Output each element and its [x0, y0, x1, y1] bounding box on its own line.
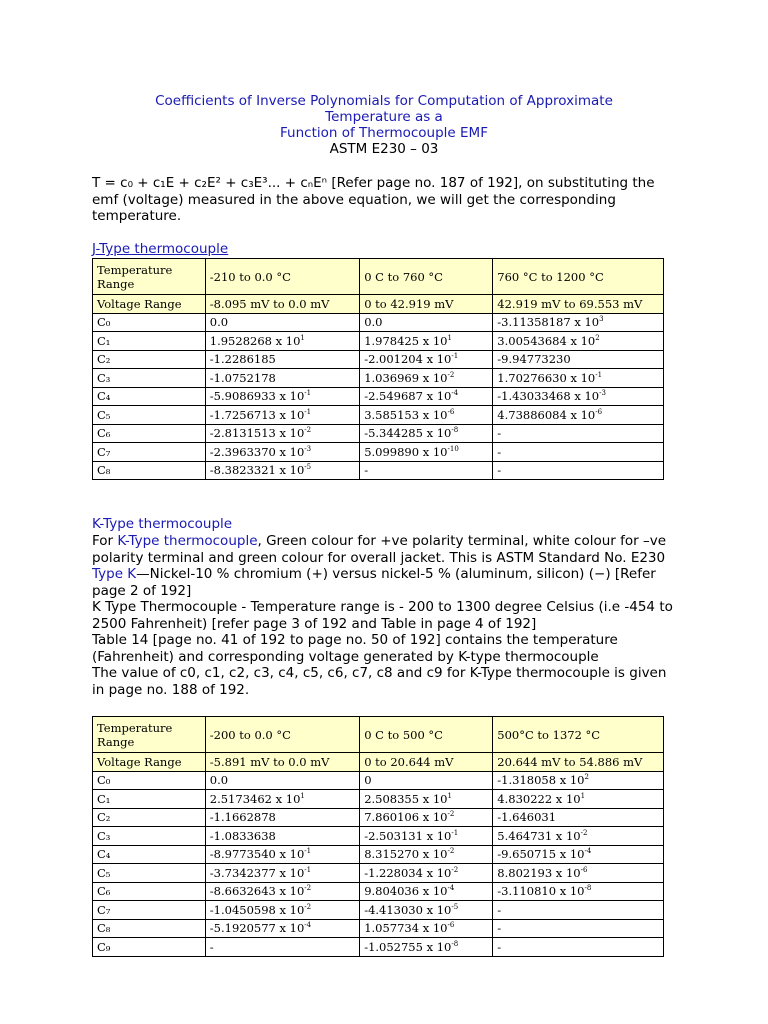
coefficient-value	[205, 406, 359, 425]
coefficient-exponent: -2	[447, 370, 455, 379]
coefficient-value	[493, 808, 664, 827]
coefficient-mantissa: 1.978425 x 10	[364, 333, 448, 348]
coefficient-label: C₈	[93, 461, 206, 480]
coefficient-mantissa: -1.43033468 x 10	[497, 389, 600, 404]
standard-reference: ASTM E230 – 03	[329, 141, 439, 157]
coefficient-value	[360, 424, 493, 443]
header-cell: Voltage Range	[93, 295, 206, 314]
header-cell: 0 C to 500 °C	[360, 717, 493, 753]
coefficient-exponent: -4	[584, 847, 592, 856]
para1-suffix: , Green colour for +ve polarity terminal, white colour for –ve polarity terminal and green colour for overall jacket. This is ASTM Standard No. E230	[92, 533, 667, 566]
coefficient-mantissa: -1.0450598 x 10	[209, 902, 305, 917]
coefficient-mantissa: -1.318058 x 10	[497, 773, 585, 788]
coefficient-exponent: -1	[595, 370, 603, 379]
coefficient-value	[360, 313, 493, 332]
coefficient-label: C₃	[93, 827, 206, 846]
equation-paragraph: T = c₀ + c₁E + c₂E² + c₃E³... + cₙEⁿ [Refer page no. 187 of 192], on substituting the emf (voltage) measured in the above equation, we will get the corresponding temperature.	[92, 175, 655, 224]
k-type-heading: K-Type thermocouple	[92, 516, 233, 532]
header-cell: Temperature Range	[93, 717, 206, 753]
coefficient-value	[360, 827, 493, 846]
table-row	[93, 350, 664, 369]
coefficient-exponent: -2	[451, 865, 459, 874]
coefficient-mantissa: -	[364, 463, 369, 478]
coefficient-value	[360, 901, 493, 920]
header-cell: 0 C to 760 °C	[360, 259, 493, 295]
title-line-2: Temperature as a	[325, 109, 443, 125]
coefficient-label: C₆	[93, 424, 206, 443]
coefficient-value	[360, 461, 493, 480]
coefficient-mantissa: -2.549687 x 10	[364, 389, 452, 404]
coefficient-exponent: -3	[304, 444, 312, 453]
coefficient-mantissa: -	[497, 463, 502, 478]
k_type-voltage-row	[93, 753, 664, 772]
coefficient-label: C₂	[93, 350, 206, 369]
coefficient-exponent: 2	[584, 773, 589, 782]
coefficient-label: C₈	[93, 919, 206, 938]
coefficient-mantissa: -5.1920577 x 10	[209, 921, 305, 936]
coefficient-mantissa: 9.804036 x 10	[364, 884, 448, 899]
table-row	[93, 919, 664, 938]
coefficient-value	[493, 790, 664, 809]
coefficient-mantissa: -	[497, 444, 502, 459]
j-type-heading: J-Type thermocouple	[92, 241, 229, 257]
header-cell: -5.891 mV to 0.0 mV	[205, 753, 359, 772]
coefficient-mantissa: 4.830222 x 10	[497, 791, 581, 806]
coefficient-mantissa: 1.036969 x 10	[364, 370, 448, 385]
coefficient-value	[360, 808, 493, 827]
k-type-bold-term: K-Type thermocouple	[117, 533, 258, 549]
coefficient-mantissa: -1.228034 x 10	[364, 865, 452, 880]
coefficient-exponent: 2	[595, 333, 600, 342]
coefficient-mantissa: -1.0752178	[209, 370, 276, 385]
coefficient-label: C₅	[93, 406, 206, 425]
coefficient-exponent: -2	[580, 828, 588, 837]
coefficient-value	[205, 901, 359, 920]
coefficient-mantissa: 3.00543684 x 10	[497, 333, 596, 348]
title-line-1: Coefficients of Inverse Polynomials for Computation of Approximate	[155, 93, 613, 109]
coefficient-exponent: -2	[447, 847, 455, 856]
coefficient-value	[205, 771, 359, 790]
table-row	[93, 369, 664, 388]
coefficient-mantissa: -	[497, 921, 502, 936]
coefficient-mantissa: 8.315270 x 10	[364, 847, 448, 862]
table-row	[93, 443, 664, 462]
coefficient-value	[493, 771, 664, 790]
coefficient-value	[205, 919, 359, 938]
coefficient-exponent: -2	[304, 884, 312, 893]
coefficient-exponent: -1	[304, 865, 312, 874]
coefficient-value	[205, 443, 359, 462]
header-cell: 500°C to 1372 °C	[493, 717, 664, 753]
coefficient-value	[205, 882, 359, 901]
coefficient-exponent: -8	[451, 426, 459, 435]
coefficient-value	[493, 882, 664, 901]
coefficient-exponent: -1	[304, 389, 312, 398]
coefficient-mantissa: 1.70276630 x 10	[497, 370, 596, 385]
coefficient-mantissa: 4.73886084 x 10	[497, 407, 596, 422]
coefficient-exponent: -4	[447, 884, 455, 893]
coefficient-label: C₀	[93, 313, 206, 332]
table-row	[93, 461, 664, 480]
j_type-header-row	[93, 259, 664, 295]
coefficient-value	[360, 864, 493, 883]
header-cell: Voltage Range	[93, 753, 206, 772]
coefficient-value	[360, 845, 493, 864]
coefficient-value	[205, 332, 359, 351]
coefficient-label: C₁	[93, 790, 206, 809]
table-row	[93, 901, 664, 920]
coefficient-value	[493, 424, 664, 443]
k-type-paragraph-2	[92, 566, 682, 599]
coefficient-exponent: -1	[451, 352, 459, 361]
coefficient-mantissa: -5.9086933 x 10	[209, 389, 305, 404]
coefficient-exponent: -6	[447, 407, 455, 416]
coefficient-value	[360, 919, 493, 938]
coefficient-mantissa: 2.5173462 x 10	[209, 791, 301, 806]
k-type-paragraph-1	[92, 533, 682, 566]
coefficient-exponent: -8	[584, 884, 592, 893]
coefficient-exponent: -1	[451, 828, 459, 837]
coefficient-label: C₅	[93, 864, 206, 883]
k-type-description	[92, 533, 682, 698]
coefficient-mantissa: -9.650715 x 10	[497, 847, 585, 862]
table-row	[93, 406, 664, 425]
table-row	[93, 313, 664, 332]
table-row	[93, 845, 664, 864]
coefficient-value	[360, 369, 493, 388]
header-cell: 42.919 mV to 69.553 mV	[493, 295, 664, 314]
coefficient-exponent: 1	[300, 333, 305, 342]
coefficient-exponent: -1	[304, 407, 312, 416]
coefficient-label: C₄	[93, 845, 206, 864]
header-cell: -200 to 0.0 °C	[205, 717, 359, 753]
coefficient-exponent: 1	[300, 791, 305, 800]
coefficient-exponent: 1	[580, 791, 586, 800]
coefficient-value	[205, 808, 359, 827]
coefficient-mantissa: -1.7256713 x 10	[209, 407, 305, 422]
coefficient-value	[360, 938, 493, 957]
coefficient-value	[360, 790, 493, 809]
coefficient-value	[493, 845, 664, 864]
coefficient-mantissa: -4.413030 x 10	[364, 902, 452, 917]
coefficient-value	[493, 332, 664, 351]
header-cell: -210 to 0.0 °C	[205, 259, 359, 295]
coefficient-value	[360, 406, 493, 425]
coefficient-exponent: -10	[447, 444, 459, 453]
coefficient-mantissa: -8.9773540 x 10	[209, 847, 305, 862]
coefficient-mantissa: 5.464731 x 10	[497, 828, 581, 843]
coefficient-label: C₇	[93, 901, 206, 920]
coefficient-mantissa: -1.052755 x 10	[364, 939, 452, 954]
coefficient-value	[205, 790, 359, 809]
coefficient-value	[360, 387, 493, 406]
coefficient-value	[493, 313, 664, 332]
coefficient-label: C₄	[93, 387, 206, 406]
coefficient-label: C₀	[93, 771, 206, 790]
coefficient-mantissa: 0	[364, 773, 372, 788]
table-row	[93, 387, 664, 406]
header-cell: 20.644 mV to 54.886 mV	[493, 753, 664, 772]
k-type-paragraph-4: Table 14 [page no. 41 of 192 to page no. 50 of 192] contains the temperature (Fahrenheit) and corresponding voltage generated by K-type thermocouple	[92, 632, 618, 665]
para1-prefix: For	[92, 533, 118, 549]
header-cell: 0 to 20.644 mV	[360, 753, 493, 772]
coefficient-value	[205, 350, 359, 369]
coefficient-value	[493, 901, 664, 920]
k-type-table	[92, 716, 664, 957]
document-title	[92, 93, 676, 157]
coefficient-value	[205, 424, 359, 443]
coefficient-mantissa: 5.099890 x 10	[364, 444, 448, 459]
coefficient-mantissa: -1.1662878	[209, 810, 276, 825]
coefficient-value	[493, 864, 664, 883]
coefficient-label: C₇	[93, 443, 206, 462]
coefficient-exponent: -6	[580, 865, 588, 874]
coefficient-value	[205, 938, 359, 957]
j_type-voltage-row	[93, 295, 664, 314]
coefficient-label: C₁	[93, 332, 206, 351]
table-row	[93, 938, 664, 957]
coefficient-label: C₂	[93, 808, 206, 827]
coefficient-value	[493, 369, 664, 388]
coefficient-value	[360, 771, 493, 790]
table-row	[93, 424, 664, 443]
coefficient-value	[360, 443, 493, 462]
title-line-3: Function of Thermocouple EMF	[280, 125, 488, 141]
coefficient-mantissa: -3.110810 x 10	[497, 884, 585, 899]
coefficient-mantissa: 0.0	[209, 773, 229, 788]
table-row	[93, 827, 664, 846]
table-row	[93, 332, 664, 351]
coefficient-mantissa: -1.646031	[497, 810, 557, 825]
table-row	[93, 864, 664, 883]
coefficient-mantissa: -	[497, 426, 502, 441]
coefficient-exponent: -4	[304, 921, 312, 930]
type-k-bold: Type K	[92, 566, 137, 582]
coefficient-exponent: -2	[304, 902, 312, 911]
j-type-table	[92, 258, 664, 480]
coefficient-value	[493, 827, 664, 846]
coefficient-exponent: -6	[447, 921, 455, 930]
coefficient-mantissa: -2.503131 x 10	[364, 828, 452, 843]
coefficient-exponent: -5	[451, 902, 459, 911]
coefficient-mantissa: 8.802193 x 10	[497, 865, 581, 880]
para2-suffix: —Nickel-10 % chromium (+) versus nickel-5 % (aluminum, silicon) (−) [Refer page 2 of 192]	[92, 566, 656, 599]
coefficient-mantissa: -1.2286185	[209, 352, 276, 367]
coefficient-mantissa: -8.6632643 x 10	[209, 884, 305, 899]
table-row	[93, 882, 664, 901]
coefficient-mantissa: 2.508355 x 10	[364, 791, 448, 806]
coefficient-exponent: -3	[599, 389, 606, 398]
header-cell: Temperature Range	[93, 259, 206, 295]
coefficient-value	[360, 882, 493, 901]
coefficient-value	[493, 350, 664, 369]
header-cell: 760 °C to 1200 °C	[493, 259, 664, 295]
coefficient-value	[205, 387, 359, 406]
coefficient-mantissa: -3.7342377 x 10	[209, 865, 305, 880]
coefficient-exponent: -2	[304, 426, 312, 435]
header-cell: 0 to 42.919 mV	[360, 295, 493, 314]
coefficient-mantissa: 3.585153 x 10	[364, 407, 448, 422]
coefficient-label: C₃	[93, 369, 206, 388]
coefficient-value	[205, 827, 359, 846]
coefficient-mantissa: -8.3823321 x 10	[209, 463, 305, 478]
coefficient-mantissa: -3.11358187 x 10	[497, 315, 600, 330]
coefficient-value	[493, 387, 664, 406]
coefficient-mantissa: -	[209, 939, 214, 954]
coefficient-mantissa: 0.0	[209, 315, 229, 330]
coefficient-value	[493, 443, 664, 462]
coefficient-mantissa: -	[497, 902, 502, 917]
coefficient-exponent: 3	[599, 315, 604, 324]
coefficient-mantissa: 1.9528268 x 10	[209, 333, 301, 348]
coefficient-exponent: -1	[304, 847, 312, 856]
coefficient-exponent: 1	[447, 791, 452, 800]
coefficient-value	[205, 864, 359, 883]
coefficient-value	[493, 406, 664, 425]
coefficient-exponent: 1	[447, 333, 452, 342]
table-row	[93, 771, 664, 790]
coefficient-mantissa: -2.001204 x 10	[364, 352, 452, 367]
table-row	[93, 808, 664, 827]
coefficient-mantissa: -	[497, 939, 502, 954]
coefficient-label: C₆	[93, 882, 206, 901]
header-cell: -8.095 mV to 0.0 mV	[205, 295, 359, 314]
coefficient-value	[493, 938, 664, 957]
coefficient-value	[360, 350, 493, 369]
coefficient-value	[205, 313, 359, 332]
coefficient-mantissa: 1.057734 x 10	[364, 921, 448, 936]
coefficient-mantissa: -2.8131513 x 10	[209, 426, 305, 441]
k_type-header-row	[93, 717, 664, 753]
coefficient-value	[360, 332, 493, 351]
coefficient-exponent: -5	[304, 463, 312, 472]
coefficient-mantissa: -9.94773230	[497, 352, 571, 367]
coefficient-exponent: -8	[451, 939, 459, 948]
table-row	[93, 790, 664, 809]
coefficient-value	[205, 461, 359, 480]
coefficient-mantissa: 0.0	[364, 315, 383, 330]
coefficient-value	[493, 919, 664, 938]
coefficient-label: C₉	[93, 938, 206, 957]
coefficient-exponent: -6	[595, 407, 603, 416]
coefficient-value	[493, 461, 664, 480]
coefficient-exponent: -4	[451, 389, 459, 398]
coefficient-mantissa: -2.3963370 x 10	[209, 444, 305, 459]
coefficient-exponent: -2	[447, 810, 455, 819]
coefficient-value	[205, 845, 359, 864]
coefficient-mantissa: 7.860106 x 10	[364, 810, 448, 825]
coefficient-mantissa: -1.0833638	[209, 828, 276, 843]
coefficient-value	[205, 369, 359, 388]
k-type-paragraph-3: K Type Thermocouple - Temperature range is - 200 to 1300 degree Celsius (i.e -454 to 2500 Fahrenheit) [refer page 3 of 192 and Table in page 4 of 192]	[92, 599, 673, 632]
k-type-paragraph-5: The value of c0, c1, c2, c3, c4, c5, c6, c7, c8 and c9 for K-Type thermocouple is given in page no. 188 of 192.	[92, 665, 667, 698]
coefficient-mantissa: -5.344285 x 10	[364, 426, 452, 441]
